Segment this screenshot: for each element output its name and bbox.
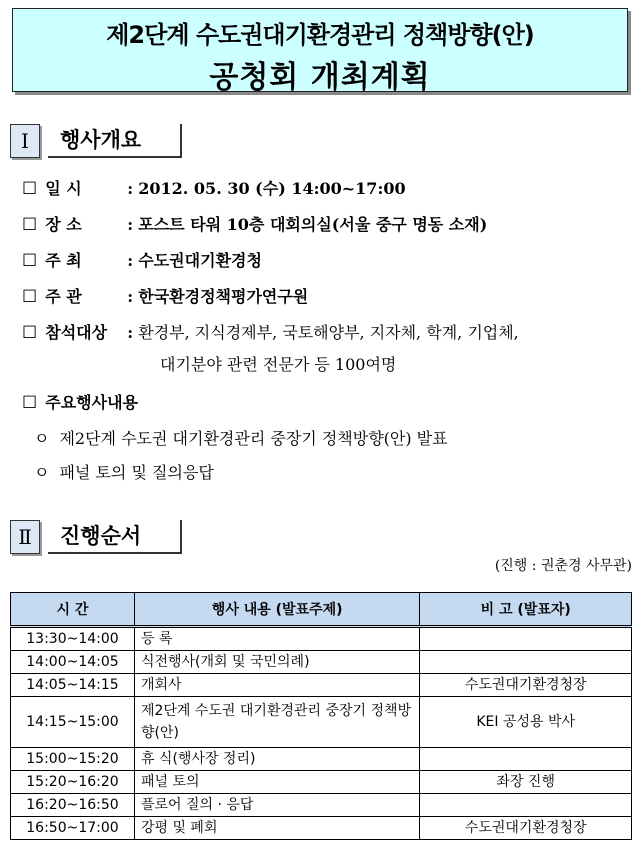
cell-remark: KEI 공성용 박사 xyxy=(420,697,632,748)
item-label: 주 관 xyxy=(45,287,82,306)
cell-remark: 좌장 진행 xyxy=(420,771,632,794)
checkbox-icon: ☐ xyxy=(22,287,38,307)
item-colon: : xyxy=(127,287,134,306)
cell-remark: 수도권대기환경청장 xyxy=(420,817,632,840)
cell-remark: 수도권대기환경청장 xyxy=(420,674,632,697)
table-row xyxy=(11,794,632,817)
item-label: 참석대상 xyxy=(45,323,108,342)
item-label: 일 시 xyxy=(45,179,82,198)
table-row xyxy=(11,697,632,748)
main-event-item xyxy=(34,426,448,449)
cell-content: 휴 식(행사장 정리) xyxy=(134,748,419,771)
overview-item-host xyxy=(22,248,262,271)
checkbox-icon: ☐ xyxy=(22,179,38,199)
checkbox-icon: ☐ xyxy=(22,251,38,271)
cell-remark xyxy=(420,627,632,651)
cell-remark xyxy=(420,651,632,674)
cell-time: 16:50~17:00 xyxy=(11,817,135,840)
cell-content: 개회사 xyxy=(134,674,419,697)
checkbox-icon: ☐ xyxy=(22,323,38,343)
table-row xyxy=(11,674,632,697)
item-value: 한국환경정책평가연구원 xyxy=(138,287,309,306)
table-row xyxy=(11,771,632,794)
title-box xyxy=(12,8,628,95)
section1-number: Ⅰ xyxy=(10,124,40,158)
item-colon: : xyxy=(127,323,134,342)
cell-remark xyxy=(420,748,632,771)
item-value: 포스트 타워 10층 대회의실(서울 중구 명동 소재) xyxy=(138,215,488,234)
col-header-remark: 비 고 (발표자) xyxy=(420,593,632,627)
table-row xyxy=(11,817,632,840)
item-label: 장 소 xyxy=(45,215,82,234)
cell-time: 14:05~14:15 xyxy=(11,674,135,697)
main-event-text: 패널 토의 및 질의응답 xyxy=(59,463,214,482)
overview-item-date xyxy=(22,176,406,199)
checkbox-icon: ☐ xyxy=(22,215,38,235)
checkbox-icon: ☐ xyxy=(22,393,38,413)
cell-time: 13:30~14:00 xyxy=(11,627,135,651)
item-colon: : xyxy=(127,251,134,270)
main-event-text: 제2단계 수도권 대기환경관리 중장기 정책방향(안) 발표 xyxy=(59,429,448,448)
section2-number: Ⅱ xyxy=(10,520,40,554)
section1-heading: 행사개요 xyxy=(48,124,182,158)
schedule-table xyxy=(10,592,632,840)
item-label: 주 최 xyxy=(45,251,82,270)
overview-item-organizer xyxy=(22,284,308,307)
cell-time: 15:00~15:20 xyxy=(11,748,135,771)
table-row xyxy=(11,748,632,771)
cell-content: 플로어 질의 · 응답 xyxy=(134,794,419,817)
cell-remark xyxy=(420,794,632,817)
cell-content: 강평 및 폐회 xyxy=(134,817,419,840)
item-value: 2012. 05. 30 (수) 14:00~17:00 xyxy=(138,179,406,198)
col-header-content: 행사 내용 (발표주제) xyxy=(134,593,419,627)
document-subtitle: 공청회 개최계획 xyxy=(209,60,431,95)
table-row xyxy=(11,651,632,674)
cell-content: 등 록 xyxy=(134,627,419,651)
main-events-label: 주요행사내용 xyxy=(45,393,138,412)
bullet-icon: ㅇ xyxy=(34,429,50,448)
cell-content: 패널 토의 xyxy=(134,771,419,794)
item-colon: : xyxy=(127,215,134,234)
cell-content: 제2단계 수도권 대기환경관리 중장기 정책방향(안) xyxy=(134,697,419,748)
main-event-item xyxy=(34,460,214,483)
overview-item-attendees-cont xyxy=(160,352,396,375)
overview-item-place xyxy=(22,212,487,235)
item-colon: : xyxy=(127,179,134,198)
col-header-time: 시 간 xyxy=(11,593,135,627)
moderator-note: (진행 : 권춘경 사무관) xyxy=(494,558,632,574)
table-header-row xyxy=(11,593,632,627)
bullet-icon: ㅇ xyxy=(34,463,50,482)
item-value-continued: 대기분야 관련 전문가 등 100여명 xyxy=(160,355,397,374)
section2-heading: 진행순서 xyxy=(48,520,182,554)
cell-time: 16:20~16:50 xyxy=(11,794,135,817)
main-events-label-row xyxy=(22,390,138,413)
table-row xyxy=(11,627,632,651)
cell-time: 14:00~14:05 xyxy=(11,651,135,674)
cell-content: 식전행사(개회 및 국민의례) xyxy=(134,651,419,674)
overview-item-attendees xyxy=(22,320,519,343)
item-value: 수도권대기환경청 xyxy=(138,251,262,270)
cell-time: 14:15~15:00 xyxy=(11,697,135,748)
cell-time: 15:20~16:20 xyxy=(11,771,135,794)
item-value: 환경부, 지식경제부, 국토해양부, 지자체, 학계, 기업체, xyxy=(138,323,519,342)
document-title: 제2단계 수도권대기환경관리 정책방향(안) xyxy=(106,21,534,49)
